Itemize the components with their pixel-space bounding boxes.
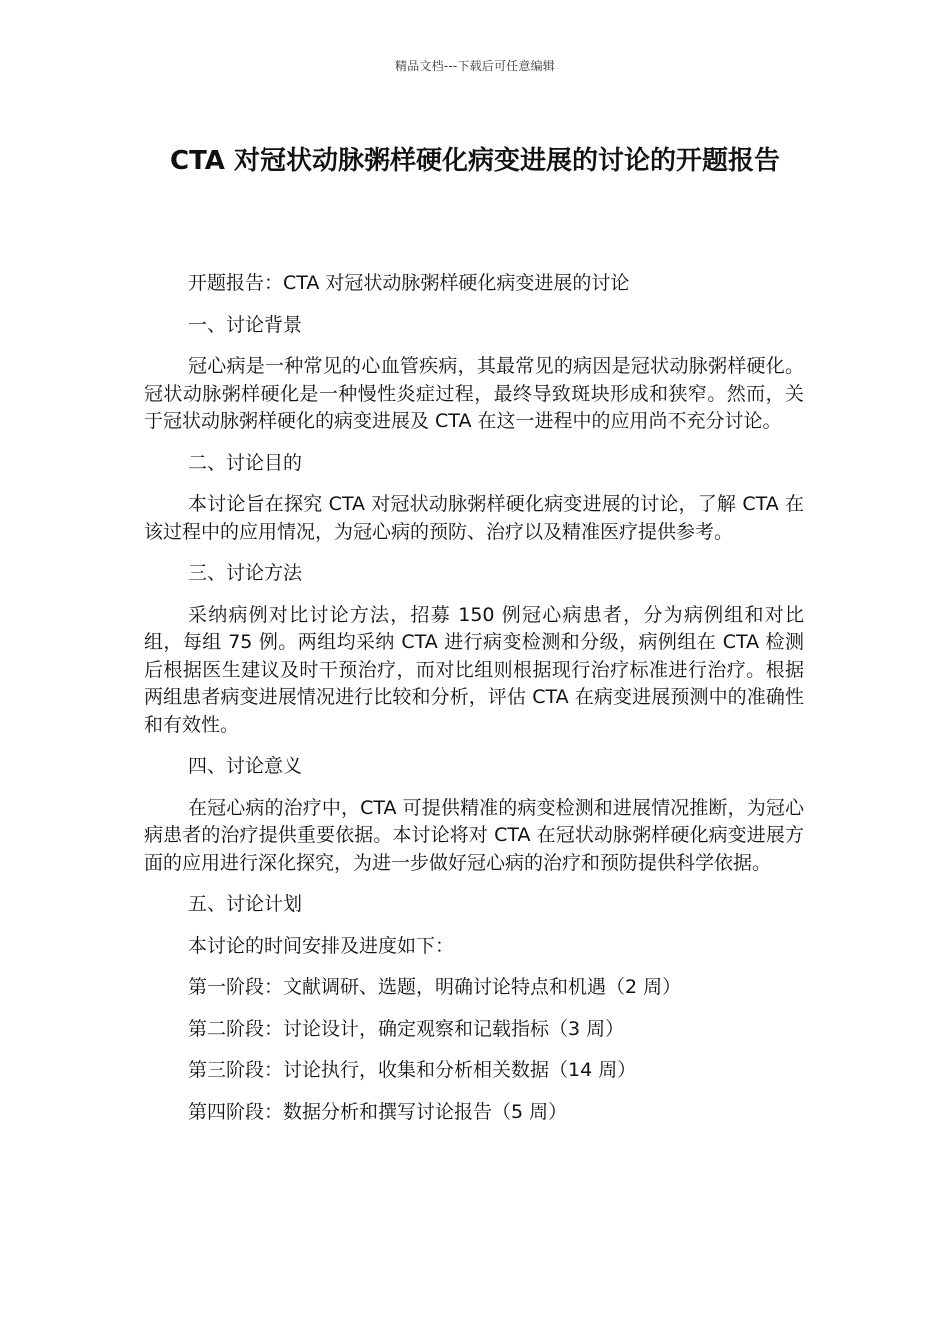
section-2-heading: 二、讨论目的 (188, 451, 303, 474)
section-3-heading: 三、讨论方法 (188, 562, 303, 584)
schedule-stage-1: 第一阶段：文献调研、选题，明确讨论特点和机遇（2 周） (188, 976, 682, 998)
section-1-heading: 一、讨论背景 (188, 313, 303, 336)
schedule-stage-4: 第四阶段：数据分析和撰写讨论报告（5 周） (188, 1100, 568, 1123)
section-3-body: 采纳病例对比讨论方法，招募 150 例冠心病患者，分为病例组和对比组，每组 75 例。两组均采纳 CTA 进行病变检测和分级，病例组在 CTA 检测后根据医生建议及时干预治疗，而对比组则根据现行治疗标准进行治疗。根据两组患者病变进展情况进行比较和分析，评估 CTA 在病变进展预测中的准确性和有效性。 (144, 603, 804, 736)
schedule-intro: 本讨论的时间安排及进度如下： (188, 934, 455, 957)
section-5-heading: 五、讨论计划 (188, 893, 303, 915)
section-4-heading: 四、讨论意义 (188, 755, 303, 777)
document-body (144, 270, 804, 1140)
section-1-body: 冠心病是一种常见的心血管疾病，其最常见的病因是冠状动脉粥样硬化。冠状动脉粥样硬化是一种慢性炎症过程，最终导致斑块形成和狭窄。然而，关于冠状动脉粥样硬化的病变进展及 CTA 在这一进程中的应用尚不充分讨论。 (144, 355, 804, 432)
header-note: 精品文档---下载后可任意编辑 (395, 59, 555, 73)
intro-line: 开题报告：CTA 对冠状动脉粥样硬化病变进展的讨论 (188, 272, 630, 294)
section-2-body: 本讨论旨在探究 CTA 对冠状动脉粥样硬化病变进展的讨论，了解 CTA 在该过程中的应用情况，为冠心病的预防、治疗以及精准医疗提供参考。 (144, 493, 804, 543)
document-title: CTA 对冠状动脉粥样硬化病变进展的讨论的开题报告 (170, 146, 780, 176)
schedule-stage-2: 第二阶段：讨论设计，确定观察和记载指标（3 周） (188, 1017, 625, 1040)
section-4-body: 在冠心病的治疗中，CTA 可提供精准的病变检测和进展情况推断，为冠心病患者的治疗提供重要依据。本讨论将对 CTA 在冠状动脉粥样硬化病变进展方面的应用进行深化探究，为进一步做好冠心病的治疗和预防提供科学依据。 (144, 796, 804, 874)
schedule-stage-3: 第三阶段：讨论执行，收集和分析相关数据（14 周） (188, 1059, 637, 1081)
